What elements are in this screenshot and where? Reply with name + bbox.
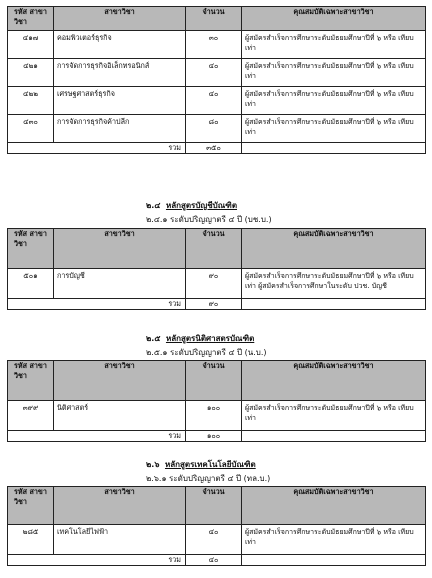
total-blank [242, 143, 426, 154]
header-code: รหัส สาขาวิชา [8, 487, 54, 525]
table-header-row [8, 7, 426, 31]
header-count: จำนวน [186, 487, 242, 525]
table-header-row [8, 487, 426, 525]
total-value: ๙๐ [186, 299, 242, 310]
cell-count: ๓๐ [186, 31, 242, 59]
table-header-row [8, 229, 426, 269]
table-row [8, 269, 426, 299]
majors-table-accounting [7, 228, 426, 310]
cell-code: ๓๙๙ [8, 401, 54, 431]
cell-count: ๔๐ [186, 87, 242, 115]
header-major: สาขาวิชา [54, 229, 186, 269]
total-blank [242, 431, 426, 442]
header-qual: คุณสมบัติเฉพาะสาขาวิชา [242, 7, 426, 31]
section-heading [146, 199, 237, 212]
cell-count: ๘๐ [186, 115, 242, 143]
header-major: สาขาวิชา [54, 487, 186, 525]
total-label: รวม [8, 143, 186, 154]
header-qual: คุณสมบัติเฉพาะสาขาวิชา [242, 487, 426, 525]
section-title: หลักสูตรนิติศาสตรบัณฑิต [165, 334, 255, 343]
header-code: รหัส สาขาวิชา [8, 361, 54, 401]
cell-count: ๙๐ [186, 269, 242, 299]
majors-table-technology [7, 486, 426, 566]
cell-major: เศรษฐศาสตร์ธุรกิจ [54, 87, 186, 115]
cell-count: ๑๐๐ [186, 401, 242, 431]
table-row [8, 31, 426, 59]
cell-count: ๔๐ [186, 525, 242, 555]
total-label: รวม [8, 555, 186, 566]
total-label: รวม [8, 299, 186, 310]
total-blank [242, 299, 426, 310]
section-subheading: ๒.๖.๑ ระดับปริญญาตรี ๔ ปี (ทล.บ.) [146, 474, 271, 483]
header-qual: คุณสมบัติเฉพาะสาขาวิชา [242, 361, 426, 401]
header-major: สาขาวิชา [54, 7, 186, 31]
header-count: จำนวน [186, 229, 242, 269]
section-title: หลักสูตรเทคโนโลยีบัณฑิต [164, 460, 256, 469]
section-heading [146, 458, 256, 471]
cell-qual: ผู้สมัครสำเร็จการศึกษาระดับมัธยมศึกษาปีที่ ๖ หรือ เทียบเท่า [242, 115, 426, 143]
cell-code: ๔๓๐ [8, 115, 54, 143]
total-value: ๑๐๐ [186, 431, 242, 442]
cell-major: การจัดการธุรกิจค้าปลีก [54, 115, 186, 143]
cell-qual: ผู้สมัครสำเร็จการศึกษาระดับมัธยมศึกษาปีที่ ๖ หรือ เทียบเท่า [242, 401, 426, 431]
total-label: รวม [8, 431, 186, 442]
total-row [8, 143, 426, 154]
cell-qual: ผู้สมัครสำเร็จการศึกษาระดับมัธยมศึกษาปีที่ ๖ หรือ เทียบเท่า [242, 59, 426, 87]
cell-code: ๔๒๒ [8, 87, 54, 115]
section-title: หลักสูตรบัญชีบัณฑิต [165, 201, 238, 210]
cell-major: นิติศาสตร์ [54, 401, 186, 431]
cell-code: ๒๘๕ [8, 525, 54, 555]
total-row [8, 299, 426, 310]
section-heading [146, 332, 254, 345]
total-value: ๓๕๐ [186, 143, 242, 154]
section-number: ๒.๕ [146, 334, 161, 343]
total-value: ๔๐ [186, 555, 242, 566]
cell-major: คอมพิวเตอร์ธุรกิจ [54, 31, 186, 59]
section-subheading: ๒.๔.๑ ระดับปริญญาตรี ๔ ปี (บช.บ.) [146, 215, 272, 224]
table-row [8, 59, 426, 87]
cell-qual: ผู้สมัครสำเร็จการศึกษาระดับมัธยมศึกษาปีที่ ๖ หรือ เทียบเท่า [242, 87, 426, 115]
header-qual: คุณสมบัติเฉพาะสาขาวิชา [242, 229, 426, 269]
cell-major: การบัญชี [54, 269, 186, 299]
table-row [8, 401, 426, 431]
table-header-row [8, 361, 426, 401]
header-code: รหัส สาขาวิชา [8, 229, 54, 269]
cell-code: ๕๐๑ [8, 269, 54, 299]
cell-qual: ผู้สมัครสำเร็จการศึกษาระดับมัธยมศึกษาปีที่ ๖ หรือ เทียบเท่า [242, 525, 426, 555]
total-blank [242, 555, 426, 566]
section-number: ๒.๔ [146, 201, 161, 210]
cell-major: เทคโนโลยีไฟฟ้า [54, 525, 186, 555]
header-count: จำนวน [186, 361, 242, 401]
table-row [8, 525, 426, 555]
header-count: จำนวน [186, 7, 242, 31]
cell-code: ๔๑๗ [8, 31, 54, 59]
section-subheading: ๒.๕.๑ ระดับปริญญาตรี ๔ ปี (น.บ.) [146, 348, 267, 357]
cell-major: การจัดการธุรกิจอิเล็กทรอนิกส์ [54, 59, 186, 87]
cell-qual: ผู้สมัครสำเร็จการศึกษาระดับมัธยมศึกษาปีที่ ๖ หรือ เทียบเท่า [242, 31, 426, 59]
total-row [8, 431, 426, 442]
table-row [8, 87, 426, 115]
cell-code: ๔๒๑ [8, 59, 54, 87]
cell-count: ๔๐ [186, 59, 242, 87]
majors-table-business [7, 6, 426, 154]
majors-table-law [7, 360, 426, 442]
header-major: สาขาวิชา [54, 361, 186, 401]
total-row [8, 555, 426, 566]
section-number: ๒.๖ [146, 460, 160, 469]
header-code: รหัส สาขาวิชา [8, 7, 54, 31]
table-row [8, 115, 426, 143]
cell-qual: ผู้สมัครสำเร็จการศึกษาระดับมัธยมศึกษาปีที่ ๖ หรือ เทียบเท่า ผู้สมัครสำเร็จการศึกษาในระดับ ปวช. บัญชี [242, 269, 426, 299]
